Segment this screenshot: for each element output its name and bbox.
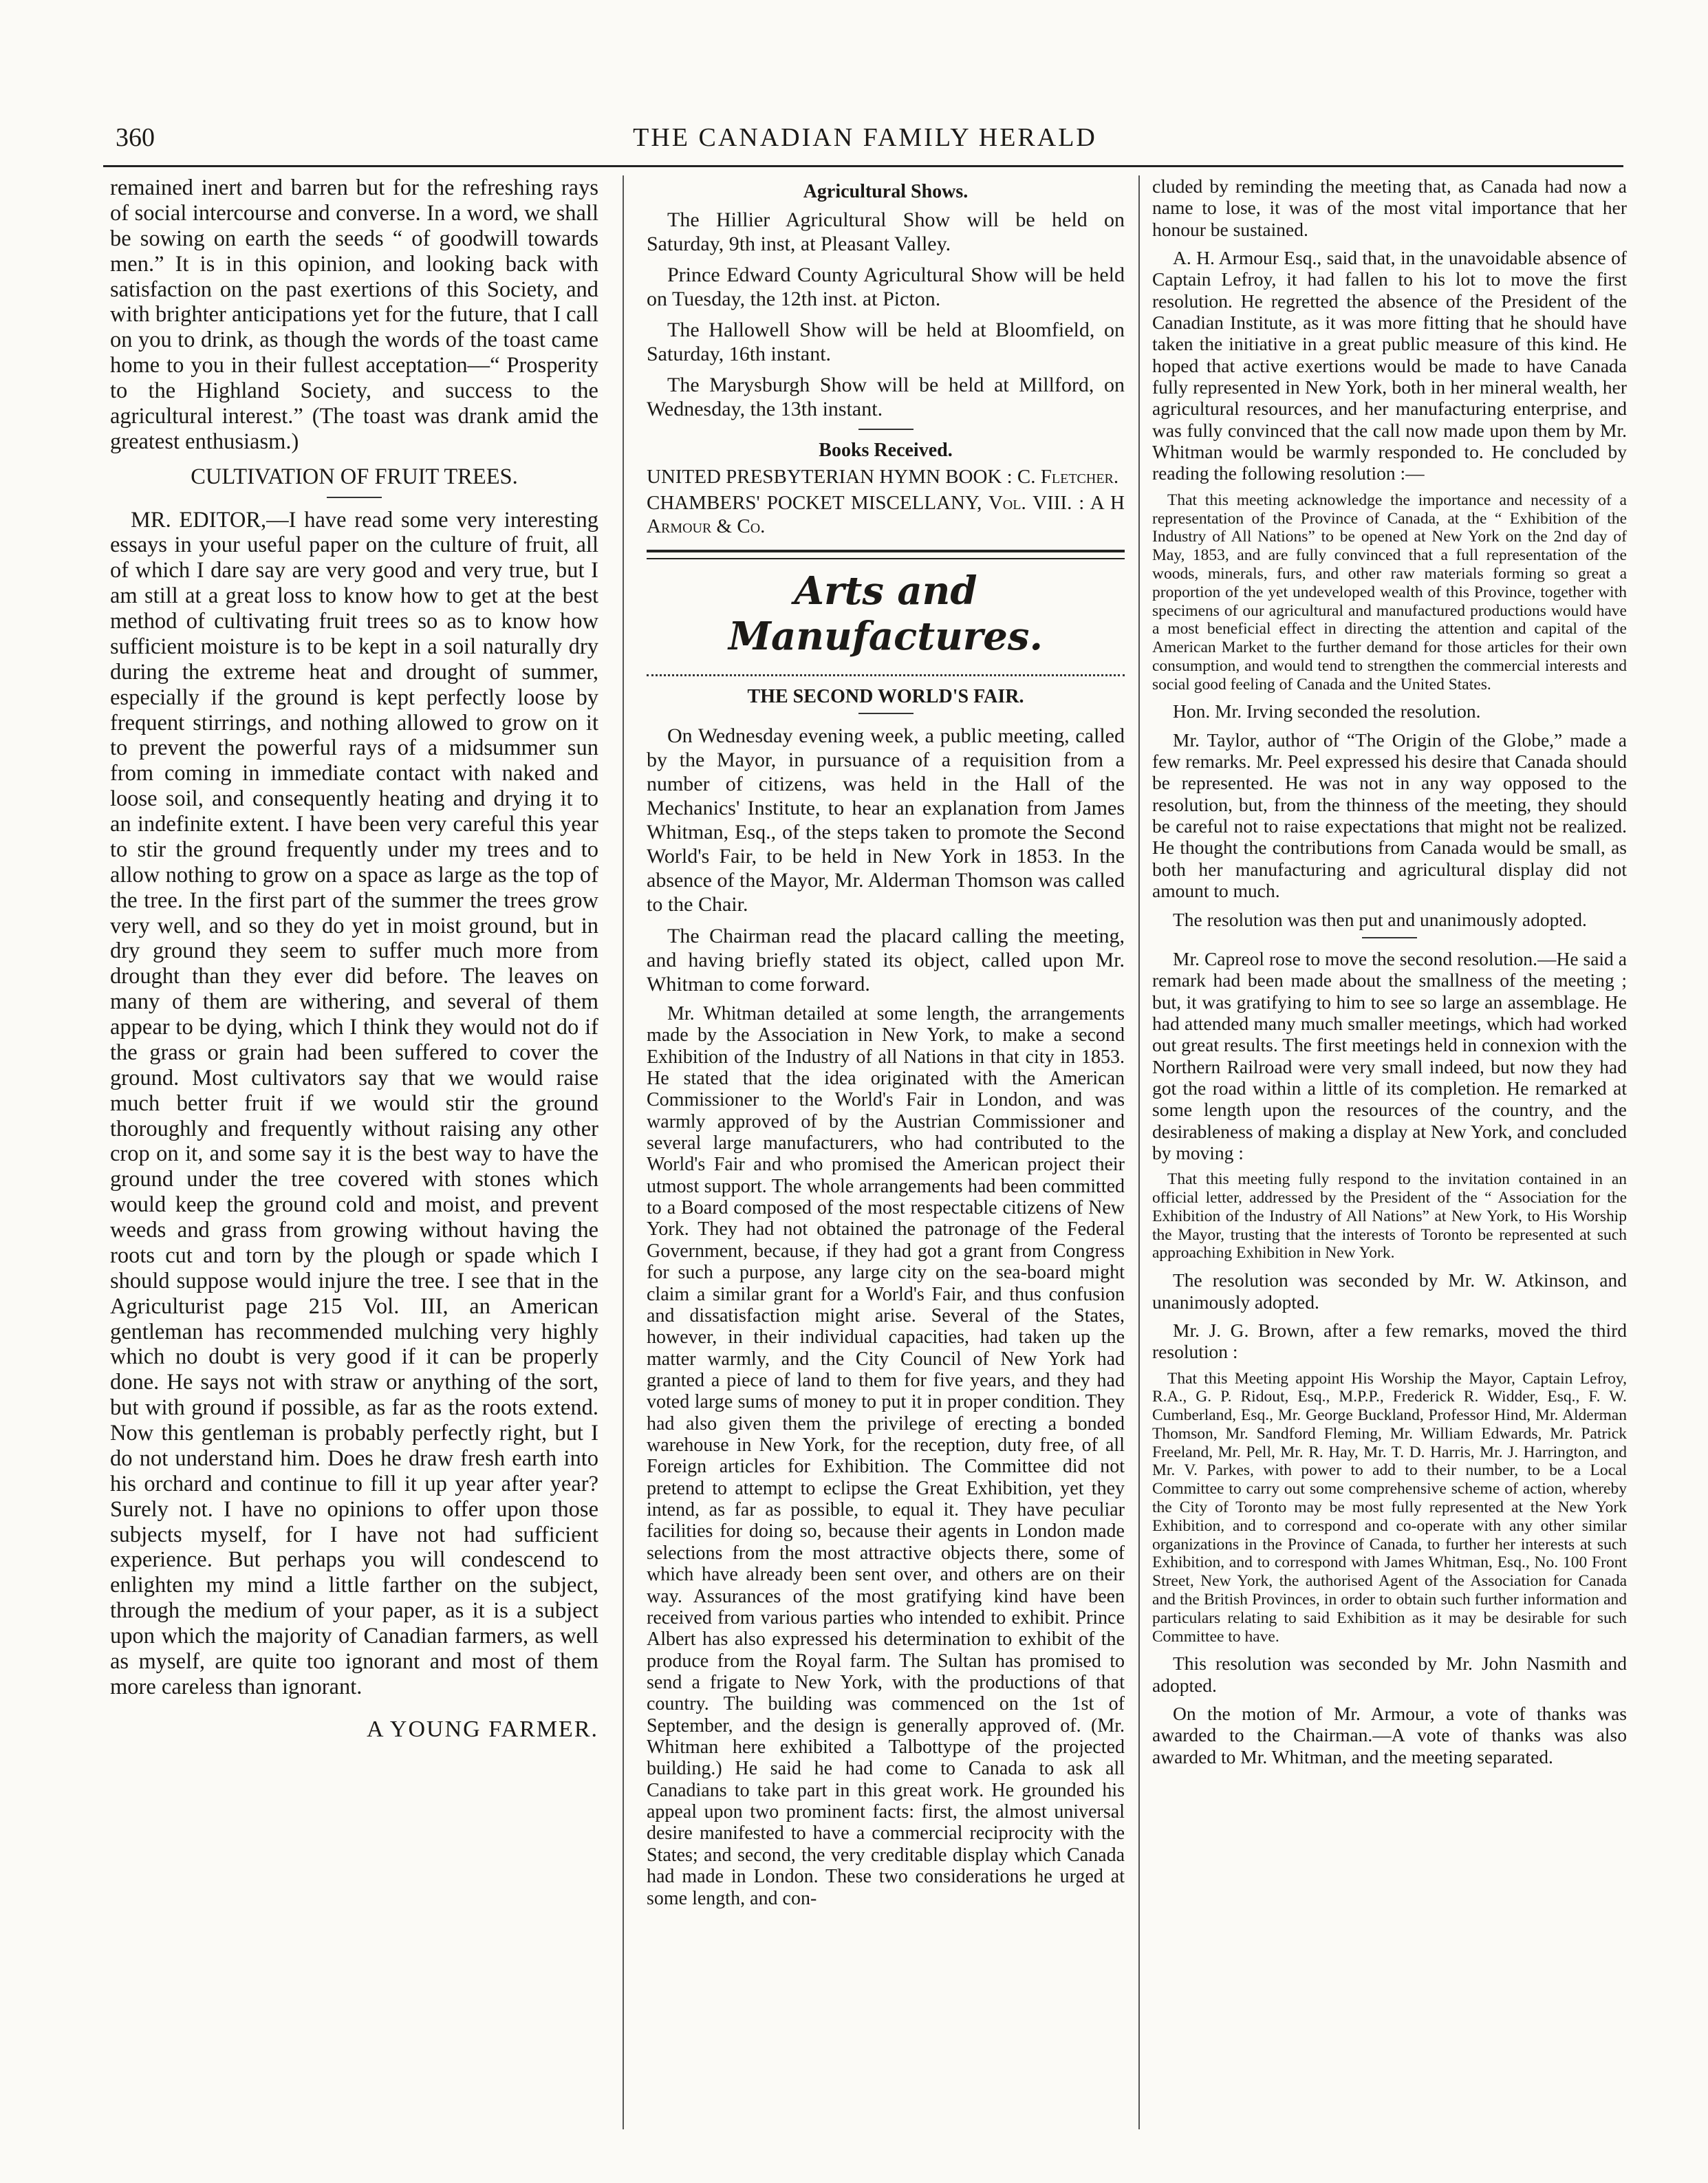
heading-rule: [858, 713, 914, 714]
masthead-title: THE CANADIAN FAMILY HERALD: [633, 123, 1097, 152]
column-divider: [623, 175, 624, 2129]
page-number: 360: [116, 123, 155, 152]
meeting-paragraph: Mr. J. G. Brown, after a few remarks, moved the third resolution :: [1152, 1319, 1627, 1363]
book-item: UNITED PRESBYTERIAN HYMN BOOK : C. Fletcher.: [647, 466, 1119, 488]
fair-paragraph: On Wednesday evening week, a public meeting, called by the Mayor, in pursuance of a requisition from a number of citizens, was held in the Hall of the Mechanics' Institute, to hear an explanation from James Whitman, Esq., of the steps taken to promote the Second World's Fair, to be held in New York in 1853. In the absence of the Mayor, Mr. Alderman Thomson was called to the Chair.: [647, 724, 1125, 916]
show-item: The Hallowell Show will be held at Bloomfield, on Saturday, 16th instant.: [647, 319, 1125, 366]
show-item: The Marysburgh Show will be held at Millford, on Wednesday, the 13th instant.: [647, 374, 1125, 421]
fruit-trees-heading: CULTIVATION OF FRUIT TREES.: [191, 464, 518, 489]
resolution-text: That this meeting fully respond to the invitation contained in an official letter, addressed by the President of the “ Association for the Exhibition of the Industry of All Nations” at New York, to His Worship the Mayor, trusting that the interests of Toronto be represented at such approaching Exhibition in New York.: [1152, 1170, 1627, 1262]
meeting-paragraph: The resolution was seconded by Mr. W. Atkinson, and unanimously adopted.: [1152, 1269, 1627, 1313]
meeting-paragraph: A. H. Armour Esq., said that, in the unavoidable absence of Captain Lefroy, it had fallen to his lot to move the first resolution. He regretted the absence of the President of the Canadian Institute, as it was more fitting that he should have taken the initiative in a great public measure of this kind. He hoped that active exertions would be made to have Canada fully represented in New York, both in her mineral wealth, her agricultural resources, and her manufacturing enterprise, and was fully convinced that the call now made upon them by Mr. Whitman would be warmly responded to. He concluded by reading the following resolution :—: [1152, 247, 1627, 484]
letter-paragraph: MR. EDITOR,—I have read some very interesting essays in your useful paper on the culture of fruit, all of which I dare say are very good and very true, but I am still at a great loss to know how to get at the best method of cultivating fruit trees so as to know how sufficient moisture is to be kept in a soil naturally dry during the extreme heat and drought of summer, especially if the ground is kept perfectly loose by frequent stirrings, and nothing allowed to grow on it to prevent the powerful rays of a midsummer sun from coming in immediate contact with naked and loose soil, and consequently heating and drying it to an indefinite extent. I have been very careful this year to stir the ground frequently under my trees and to allow nothing to grow on a space as large as the top of the tree. In the first part of the summer the trees grow very well, and so they do yet in moist ground, but in dry ground they seem to suffer much more from drought than they ever did before. The leaves on many of them are withering, and several of them appear to be dying, which I think they would not do if the grass or grain had been suffered to cover the ground. Most cultivators say that we would raise much better fruit if we would stir the ground thoroughly and frequently without raising any other crop on it, and some say it is the best way to have the ground under the tree covered with stones which would keep the ground cold and moist, and prevent weeds and grass from growing without having the roots cut and torn by the plough or spade which I should suppose would injure the tree. I see that in the Agriculturist page 215 Vol. III, an American gentleman has recommended mulching very highly which no doubt is very good if it can be properly done. He says not with straw or anything of the sort, but with ground if possible, as far as the roots extend. Now this gentleman is probably perfectly right, but I do not understand him. Does he draw fresh earth into his orchard and continue to fill it up year after year? Surely not. I have no opinions to offer upon those subjects myself, for I have not had sufficient experience. But perhaps you will condescend to enlighten my mind a little farther on the subject, through the medium of your paper, as it is a subject upon which the majority of Canadian farmers, as well as myself, are quite too ignorant and most of them more careless than ignorant.: [110, 507, 598, 1699]
header-rule: [103, 165, 1623, 167]
section-rule: [1362, 937, 1417, 938]
show-item: The Hillier Agricultural Show will be held on Saturday, 9th inst, at Pleasant Valley.: [647, 208, 1125, 255]
column-divider: [1138, 175, 1140, 2129]
fair-paragraph: The Chairman read the placard calling the meeting, and having briefly stated its object, called upon Mr. Whitman to come forward.: [647, 924, 1125, 996]
book-item: CHAMBERS' POCKET MISCELLANY, Vol. VIII. : A H Armour & Co.: [647, 492, 1125, 538]
section-double-rule: [647, 550, 1125, 559]
worlds-fair-heading: THE SECOND WORLD'S FAIR.: [747, 686, 1024, 708]
arts-manufactures-title: Arts and Manufactures.: [728, 568, 1043, 659]
heading-rule: [327, 497, 382, 498]
section-rule: [858, 429, 914, 430]
meeting-paragraph: Mr. Taylor, author of “The Origin of the Globe,” made a few remarks. Mr. Peel expressed his desire that Canada should be represented. He was not in any way opposed to the resolution, but, from the thinness of the meeting, they should be careful not to raise expectations that might not be realized. He thought the contributions from Canada would be small, as both her manufacturing and agricultural display did not amount to much.: [1152, 729, 1627, 902]
signature: A YOUNG FARMER.: [367, 1716, 598, 1742]
agricultural-shows-heading: Agricultural Shows.: [803, 181, 969, 202]
resolution-text: That this meeting acknowledge the importance and necessity of a representation of the Province of Canada, at the “ Exhibition of the Industry of All Nations” to be opened at New York on the 2nd day of May, 1853, and are fully convinced that a full representation of the woods, minerals, furs, and other raw materials forming so great a proportion of the yet undeveloped wealth of this Province, together with specimens of our agricultural and manufactured productions would have a most beneficial effect in directing the attention and capital of the American Market to the further demand for those articles for their own consumption, and would tend to strengthen the commercial interests and social good feeling of Canada and the United States.: [1152, 491, 1627, 693]
column-middle: [647, 175, 1125, 1916]
toast-paragraph: remained inert and barren but for the refreshing rays of social intercourse and converse. In a word, we shall be sowing on earth the seeds “ of goodwill towards men.” It is in this opinion, and looking back with satisfaction on the past exertions of this Society, and with brighter anticipations yet for the future, that I call on you to drink, as though the words of the toast came home to you in their fullest acceptation—“ Prosperity to the Highland Society, and success to the agricultural interest.” (The toast was drank amid the greatest enthusiasm.): [110, 175, 598, 454]
books-heading: Books Received.: [819, 439, 953, 461]
fair-paragraph: Mr. Whitman detailed at some length, the arrangements made by the Association in New York, to make a second Exhibition of the Industry of all Nations in that city in 1853. He stated that the idea originated with the American Commissioner to the World's Fair in London, and was warmly approved of by the Austrian Commissioner and several large manufacturers, who had contributed to the World's Fair and who promised the American project their utmost support. The whole arrangements had been committed to a Board composed of the most respectable citizens of New York. They had not obtained the patronage of the Federal Government, because, if they had got a grant from Congress for such a purpose, any large city on the sea-board might claim a similar grant for a World's Fair, and thus confusion and dissatisfaction might arise. Several of the States, however, in their individual capacities, had taken up the matter warmly, and the City Council of New York had granted a piece of land to them for five years, and they had voted large sums of money to put it in proper condition. They had also given them the privilege of erecting a bonded warehouse in New York, for the reception, duty free, of all Foreign articles for Exhibition. The Committee did not pretend to attempt to eclipse the Great Exhibition, yet they intend, as far as possible, to equal it. They have peculiar facilities for doing so, because their agents in London made selections from the most attractive objects there, some of which have already been sent over, and others are on their way. Assurances of the most gratifying kind have been received from various parties who intended to exhibit. Prince Albert has also expressed his determination to exhibit of the produce from the Royal farm. The Sultan has promised to send a frigate to New York, with the productions of that country. The building was commenced on the 1st of September, and the design is generally approved of. (Mr. Whitman here exhibited a Talbottype of the projected building.) He said he had come to Canada to ask all Canadians to take part in this great work. He grounded his appeal upon two prominent facts: first, the almost universal desire manifested to have a commercial reciprocity with the States; and second, the very creditable display which Canada had made in London. These two considerations he urged at some length, and con-: [647, 1002, 1125, 1909]
column-right: [1152, 175, 1627, 1774]
show-item: Prince Edward County Agricultural Show will be held on Tuesday, the 12th inst. at Picton.: [647, 263, 1125, 311]
meeting-paragraph: Mr. Capreol rose to move the second resolution.—He said a remark had been made about the smallness of the meeting ; but, it was gratifying to him to see so large an assemblage. He had attended many much smaller meetings, which had worked out great results. The first meetings held in connexion with the Northern Railroad were very small indeed, but now they had got the road within a little of its completion. He remarked at some length upon the resources of the country, and the desirableness of making a display at New York, and concluded by moving :: [1152, 947, 1627, 1163]
resolution-text: That this Meeting appoint His Worship the Mayor, Captain Lefroy, R.A., G. P. Ridout, Esq., M.P.P., Frederick R. Widder, Esq., F. W. Cumberland, Esq., Mr. George Buckland, Professor Hind, Mr. Alderman Thomson, Mr. Sandford Fleming, Mr. William Edwards, Mr. Patrick Freeland, Mr. Pell, Mr. R. Hay, Mr. T. D. Harris, Mr. J. Harrington, and Mr. V. Parkes, with power to add to their number, to be a Local Committee to carry out some comprehensive scheme of action, whereby the City of Toronto may be most fully represented at the New York Exhibition, and to correspond and co-operate with any other similar organizations in the Province of Canada, to further her interests at such Exhibition, and to correspond with James Whitman, Esq., No. 100 Front Street, New York, the authorised Agent of the Association for Canada and the British Provinces, in order to obtain such further information and particulars relating to said Exhibition as it may be desirable for such Committee to have.: [1152, 1369, 1627, 1646]
meeting-paragraph: Hon. Mr. Irving seconded the resolution.: [1173, 700, 1481, 722]
ornamental-rule: [647, 667, 1125, 676]
meeting-paragraph: The resolution was then put and unanimously adopted.: [1173, 908, 1587, 930]
meeting-paragraph: On the motion of Mr. Armour, a vote of thanks was awarded to the Chairman.—A vote of thanks was also awarded to Mr. Whitman, and the meeting separated.: [1152, 1702, 1627, 1767]
column-left: [110, 175, 598, 1743]
meeting-paragraph: This resolution was seconded by Mr. John Nasmith and adopted.: [1152, 1653, 1627, 1696]
page-header: [103, 117, 1627, 158]
meeting-paragraph: cluded by reminding the meeting that, as Canada had now a name to lose, it was of the most vital importance that her honour be sustained.: [1152, 175, 1627, 240]
